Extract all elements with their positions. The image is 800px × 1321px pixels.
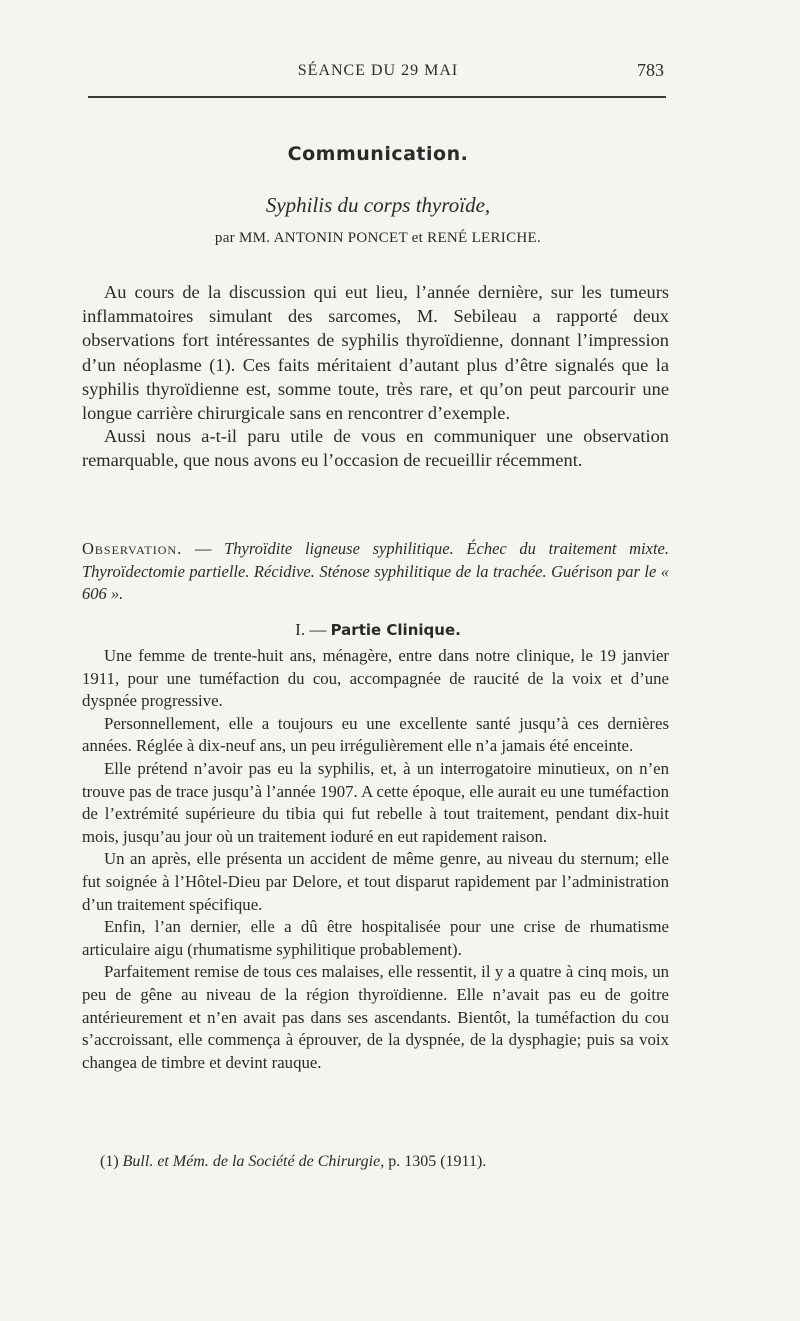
clinical-paragraph: Enfin, l’an dernier, elle a dû être hospitalisée pour une crise de rhumatisme articulaire aigu (rhumatisme syphilitique probablement). bbox=[82, 917, 669, 959]
intro-paragraph-1 bbox=[82, 280, 669, 425]
part-heading bbox=[0, 620, 756, 640]
clinical-paragraph: Personnellement, elle a toujours eu une excellente santé jusqu’à ces dernières années. Réglée à dix-neuf ans, un peu irrégulièrement elle n’a jamais été enceinte. bbox=[82, 713, 669, 756]
clinical-text bbox=[82, 645, 669, 1074]
observation-label: Observation. bbox=[82, 539, 183, 558]
observation-dash: — bbox=[182, 539, 225, 558]
footnote-reference: Bull. et Mém. de la Société de Chirurgie, bbox=[122, 1153, 385, 1170]
article-title: Syphilis du corps thyroïde, bbox=[265, 193, 491, 217]
clinical-paragraph: Un an après, elle présenta un accident de même genre, au niveau du sternum; elle fut soignée à l’Hôtel-Dieu par Delore, et tout disparut rapidement par l’administration d’un traitement spécifique. bbox=[82, 849, 669, 914]
paragraph-text: Aussi nous a-t-il paru utile de vous en communiquer une observation remarquable, que nous avons eu l’occasion de recueillir récemment. bbox=[82, 426, 669, 471]
intro-paragraph-2 bbox=[82, 424, 669, 472]
clinical-paragraph: Elle prétend n’avoir pas eu la syphilis, et, à un interrogatoire minutieux, on n’en trouve pas de trace jusqu’à l’année 1907. A cette époque, elle aurait eu une tuméfaction de l’extrémité supérieure du tibia qui fut rebelle à tout traitement, pendant dix-huit mois, jusqu’au jour où un traitement ioduré en eut rapidement raison. bbox=[82, 758, 669, 846]
part-number: I. — bbox=[295, 620, 327, 639]
article-authors: par MM. ANTONIN PONCET et RENÉ LERICHE. bbox=[214, 230, 542, 246]
running-title: SÉANCE DU 29 MAI bbox=[297, 62, 459, 79]
observation-heading bbox=[82, 538, 669, 606]
paragraph-text: Au cours de la discussion qui eut lieu, l’année dernière, sur les tumeurs inflammatoires simulant des sarcomes, M. Sebileau a rapporté deux observations fort intéressantes de syphilis thyroïdienne, donnant l’impression d’un néoplasme (1). Ces faits méritaient d’autant plus d’être signalés que la syphilis thyroïdienne est, somme toute, très rare, et qu’on peut parcourir une longue carrière chirurgicale sans en rencontrer d’exemple. bbox=[82, 282, 669, 424]
footnote-tail: p. 1305 (1911). bbox=[388, 1153, 487, 1170]
observation-text: Thyroïdite ligneuse syphilitique. Échec du traitement mixte. Thyroïdectomie partielle. Récidive. Sténose syphilitique de la trachée. Guérison par le « 606 ». bbox=[82, 539, 669, 603]
clinical-paragraph: Une femme de trente-huit ans, ménagère, entre dans notre clinique, le 19 janvier 1911, pour une tuméfaction du cou, accompagnée de raucité de la voix et d’une dyspnée progressive. bbox=[82, 646, 669, 711]
header-rule bbox=[88, 96, 666, 98]
footnote bbox=[100, 1153, 660, 1171]
section-title: Communication. bbox=[287, 143, 469, 165]
footnote-number: (1) bbox=[100, 1153, 119, 1170]
page-number: 783 bbox=[637, 60, 664, 80]
running-header bbox=[88, 58, 668, 88]
part-label: Partie Clinique. bbox=[330, 621, 461, 639]
clinical-paragraph: Parfaitement remise de tous ces malaises, elle ressentit, il y a quatre à cinq mois, un peu de gêne au niveau de la région thyroïdienne. Elle n’avait pas eu de goitre antérieurement et n’en avait pas dans ses ascendants. Bientôt, la tuméfaction du cou s’accroissant, elle commença à éprouver, de la dyspnée, de la dysphagie; puis sa voix changea de timbre et devint rauque. bbox=[82, 962, 669, 1072]
